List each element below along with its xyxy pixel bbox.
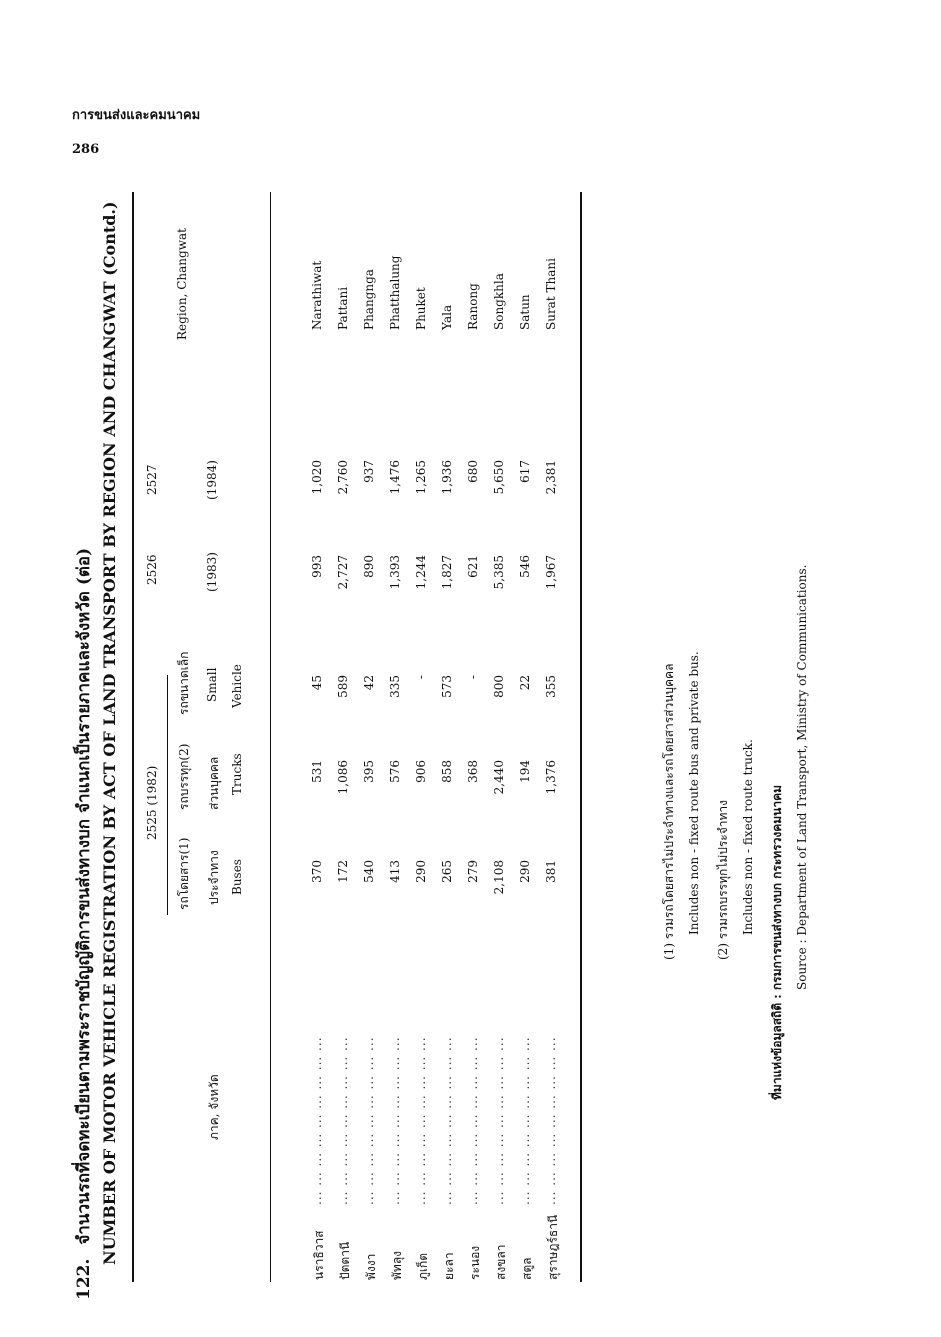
- cell-2527: 680: [466, 460, 480, 483]
- leader-dots: ... ... ... ... ... ... ... ... ...: [388, 1036, 402, 1205]
- cell-buses: 370: [310, 860, 324, 883]
- cell-trucks: 368: [466, 760, 480, 783]
- cell-changwat-english: Narathiwat: [310, 260, 324, 330]
- cell-2526: 546: [518, 555, 532, 578]
- cell-trucks: 858: [440, 760, 454, 783]
- cell-2526: 890: [362, 555, 376, 578]
- cell-changwat-thai: สุราษฎร์ธานี: [546, 1214, 560, 1280]
- cell-2526: 2,727: [336, 555, 350, 590]
- header-year-2527: 2527: [145, 464, 159, 495]
- header-small-en2: Vehicle: [230, 664, 244, 708]
- cell-2527: 1,476: [388, 460, 402, 495]
- cell-changwat-thai: ระนอง: [468, 1245, 482, 1280]
- cell-2526: 1,827: [440, 555, 454, 590]
- cell-changwat-thai: ภูเก็ต: [416, 1252, 430, 1280]
- cell-changwat-english: Phatthalung: [388, 255, 402, 330]
- source-thai: ที่มาแห่งข้อมูลสถิติ : กรมการขนส่งทางบก กระทรวงคมนาคม: [770, 784, 784, 1100]
- top-rule: [132, 192, 134, 1282]
- leader-dots: ... ... ... ... ... ... ... ... ...: [544, 1036, 558, 1205]
- cell-trucks: 576: [388, 760, 402, 783]
- cell-small-vehicle: 355: [544, 675, 558, 698]
- cell-buses: 2,108: [492, 860, 506, 895]
- cell-2527: 2,760: [336, 460, 350, 495]
- cell-2526: 1,393: [388, 555, 402, 590]
- cell-2526: 1,967: [544, 555, 558, 590]
- cell-changwat-english: Phangnga: [362, 269, 376, 330]
- cell-2526: 1,244: [414, 555, 428, 590]
- cell-small-vehicle: 42: [362, 675, 376, 691]
- cell-small-vehicle: 800: [492, 675, 506, 698]
- cell-small-vehicle: -: [466, 675, 480, 680]
- rotated-table-block: [70, 120, 830, 1300]
- cell-changwat-english: Songkhla: [492, 273, 506, 330]
- leader-dots: ... ... ... ... ... ... ... ... ...: [414, 1036, 428, 1205]
- header-buses-th2: ประจำทาง: [207, 850, 221, 905]
- cell-trucks: 1,086: [336, 760, 350, 795]
- header-year-2526-en: (1983): [205, 552, 219, 592]
- cell-buses: 279: [466, 860, 480, 883]
- cell-buses: 265: [440, 860, 454, 883]
- cell-small-vehicle: 45: [310, 675, 324, 691]
- header-small-en1: Small: [205, 667, 219, 702]
- header-trucks-th2: ส่วนบุคคล: [207, 756, 221, 810]
- cell-changwat-thai: นราธิวาส: [312, 1230, 326, 1280]
- header-region-english: Region, Changwat: [175, 228, 189, 340]
- source-english: Source : Department of Land Transport, Ministry of Communications.: [795, 564, 809, 990]
- leader-dots: ... ... ... ... ... ... ... ... ...: [440, 1036, 454, 1205]
- bottom-rule: [580, 192, 582, 1282]
- cell-changwat-thai: สตูล: [520, 1257, 534, 1280]
- table-title-english: NUMBER OF MOTOR VEHICLE REGISTRATION BY ACT OF LAND TRANSPORT BY REGION AND CHANGWAT (Contd.): [100, 201, 119, 1265]
- leader-dots: ... ... ... ... ... ... ... ... ...: [492, 1036, 506, 1205]
- cell-2527: 1,020: [310, 460, 324, 495]
- header-small-th: รถขนาดเล็ก: [177, 651, 191, 715]
- leader-dots: ... ... ... ... ... ... ... ... ...: [310, 1036, 324, 1205]
- cell-small-vehicle: 573: [440, 675, 454, 698]
- span-rule-2525: [167, 675, 168, 915]
- cell-buses: 413: [388, 860, 402, 883]
- cell-buses: 172: [336, 860, 350, 883]
- leader-dots: ... ... ... ... ... ... ... ... ...: [336, 1036, 350, 1205]
- cell-trucks: 1,376: [544, 760, 558, 795]
- cell-2527: 617: [518, 460, 532, 483]
- cell-trucks: 531: [310, 760, 324, 783]
- leader-dots: ... ... ... ... ... ... ... ... ...: [518, 1036, 532, 1205]
- header-year-2526: 2526: [145, 554, 159, 585]
- header-year-2525: 2525 (1982): [145, 765, 159, 840]
- cell-trucks: 906: [414, 760, 428, 783]
- cell-changwat-english: Surat Thani: [544, 258, 558, 330]
- header-rule: [270, 192, 271, 1282]
- table-number: 122.: [74, 1258, 94, 1300]
- running-head: การขนส่งและคมนาคม: [72, 108, 201, 123]
- cell-buses: 290: [414, 860, 428, 883]
- cell-changwat-thai: ยะลา: [442, 1252, 456, 1280]
- cell-small-vehicle: -: [414, 675, 428, 680]
- footnote-2-thai: (2) รวมรถบรรทุกไม่ประจำทาง: [716, 799, 730, 960]
- header-region-thai: ภาค, จังหวัด: [207, 1074, 221, 1140]
- cell-changwat-thai: ปัตตานี: [338, 1241, 352, 1280]
- cell-changwat-thai: พังงา: [364, 1253, 378, 1280]
- cell-trucks: 2,440: [492, 760, 506, 795]
- cell-2527: 1,936: [440, 460, 454, 495]
- header-trucks-en: Trucks: [230, 753, 244, 795]
- cell-buses: 381: [544, 860, 558, 883]
- header-buses-en: Buses: [230, 859, 244, 895]
- cell-2526: 993: [310, 555, 324, 578]
- page-number: 286: [72, 142, 100, 157]
- cell-buses: 540: [362, 860, 376, 883]
- cell-2527: 1,265: [414, 460, 428, 495]
- footnote-1-thai: (1) รวมรถโดยสารไม่ประจำทางและรถโดยสารส่วนบุคคล: [662, 663, 676, 960]
- cell-2526: 5,385: [492, 555, 506, 590]
- cell-trucks: 395: [362, 760, 376, 783]
- cell-changwat-english: Ranong: [466, 283, 480, 330]
- cell-2527: 937: [362, 460, 376, 483]
- leader-dots: ... ... ... ... ... ... ... ... ...: [362, 1036, 376, 1205]
- cell-2526: 621: [466, 555, 480, 578]
- cell-trucks: 194: [518, 760, 532, 783]
- cell-small-vehicle: 589: [336, 675, 350, 698]
- cell-changwat-english: Phuket: [414, 287, 428, 330]
- cell-changwat-english: Pattani: [336, 286, 350, 330]
- cell-changwat-english: Yala: [440, 304, 454, 330]
- title-thai-text: จำนวนรถที่จดทะเบียนตามพระราชบัญญัติการขนส่งทางบก จำแนกเป็นรายภาคและจังหวัด (ต่อ): [74, 547, 94, 1245]
- cell-changwat-thai: สงขลา: [494, 1244, 508, 1280]
- header-trucks-th1: รถบรรทุก(2): [177, 743, 191, 810]
- cell-small-vehicle: 335: [388, 675, 402, 698]
- cell-2527: 5,650: [492, 460, 506, 495]
- cell-2527: 2,381: [544, 460, 558, 495]
- cell-changwat-english: Satun: [518, 294, 532, 330]
- header-year-2527-en: (1984): [205, 460, 219, 500]
- cell-changwat-thai: พัทลุง: [390, 1250, 404, 1280]
- header-buses-th1: รถโดยสาร(1): [177, 837, 191, 910]
- leader-dots: ... ... ... ... ... ... ... ... ...: [466, 1036, 480, 1205]
- cell-small-vehicle: 22: [518, 675, 532, 691]
- footnote-2-english: Includes non - fixed route truck.: [741, 739, 755, 935]
- footnote-1-english: Includes non - fixed route bus and private bus.: [687, 651, 701, 935]
- table-title-thai: [70, 548, 97, 1300]
- cell-buses: 290: [518, 860, 532, 883]
